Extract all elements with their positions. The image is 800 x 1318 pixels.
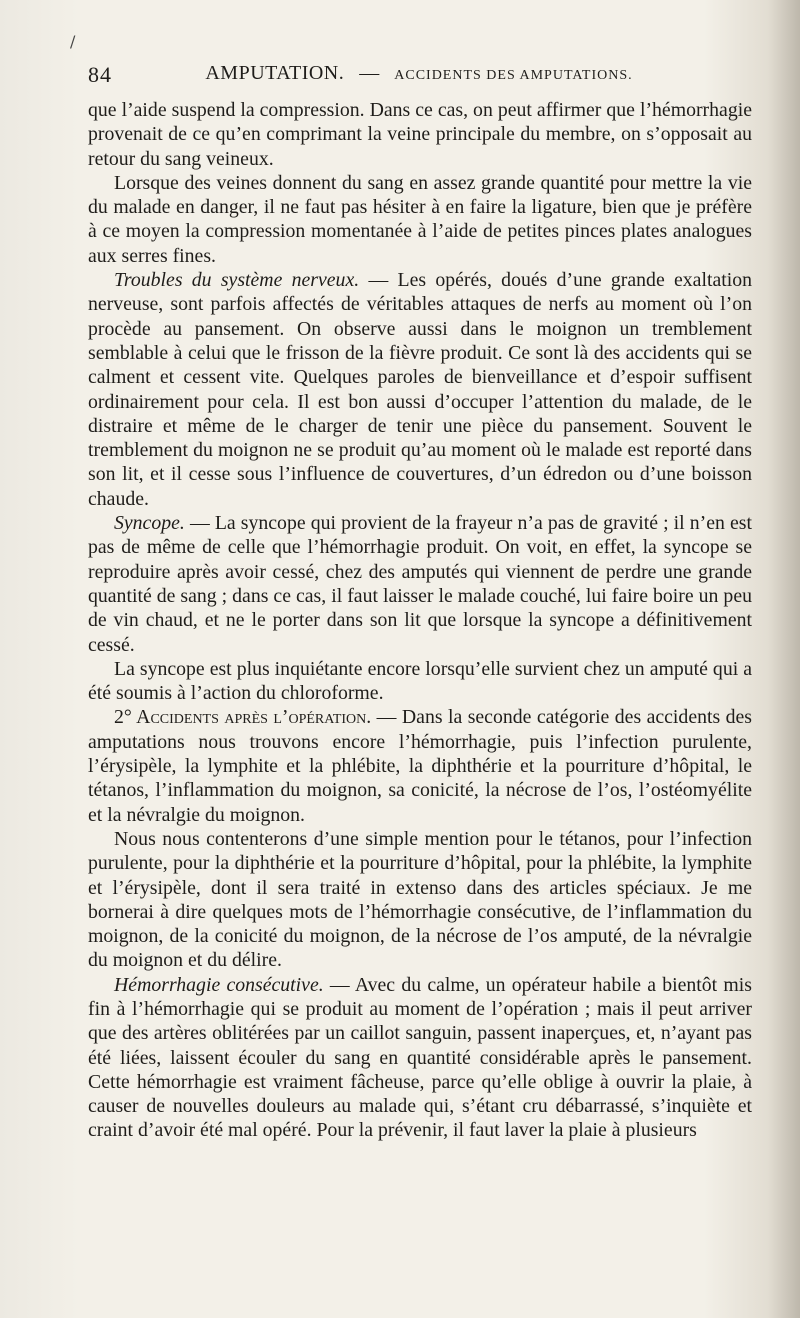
section-heading: Hémorrhagie consécutive.	[114, 973, 324, 996]
running-title	[88, 62, 750, 85]
paragraph: 2° Accidents après l’opération. — Dans la seconde catégorie des accidents des amputations nous trouvons encore l’hémorrhagie, puis l’infection purulente, l’érysipèle, la lymphite et la phlébite, la diphthérie et la pourriture d’hôpital, le tétanos, l’inflammation du moignon, sa conicité, la nécrose de l’os, l’ostéomyélite et la névralgie du moignon.	[88, 706, 752, 826]
running-header	[88, 62, 750, 92]
page-number: 84	[88, 62, 112, 87]
header-separator: —	[359, 62, 380, 84]
paragraph: Hémorrhagie consécutive. — Avec du calme, un opérateur habile a bientôt mis fin à l’hémorrhagie qui se produit au moment de l’opération ; mais il peut arriver que des artères oblitérées par un caillot sanguin, passent inaperçues, et, n’ayant pas été liées, laissent écouler du sang en quantité considérable après le pansement. Cette hémorrhagie est vraiment fâcheuse, parce qu’elle oblige à ouvrir la plaie, à causer de nouvelles douleurs au malade qui, s’étant cru débarrassé, s’inquiète et craint d’avoir été mal opéré. Pour la prévenir, il faut laver la plaie à plusieurs	[88, 973, 752, 1142]
margin-mark: /	[70, 32, 76, 51]
paragraph: que l’aide suspend la compression. Dans ce cas, on peut affirmer que l’hémorrhagie provenait de ce qu’en comprimant la veine principale du membre, on s’opposait au retour du sang veineux.	[88, 99, 752, 170]
section-heading: 2° Accidents après l’opération.	[114, 706, 372, 729]
paragraph: Syncope. — La syncope qui provient de la frayeur n’a pas de gravité ; il n’en est pas de même de celle que l’hémorrhagie produit. On voit, en effet, la syncope se reproduire après avoir cessé, chez des amputés qui viennent de perdre une grande quantité de sang ; dans ce cas, il faut laisser le malade couché, lui faire boire un peu de vin chaud, et ne le porter dans son lit que lorsque la syncope a définitivement cessé.	[88, 512, 752, 656]
paragraph: Lorsque des veines donnent du sang en assez grande quantité pour mettre la vie du malade en danger, il ne faut pas hésiter à en faire la ligature, bien que je préfère à ce moyen la compression momentanée à l’aide de petites pinces plates analogues aux serres fines.	[88, 171, 752, 267]
chapter-title: AMPUTATION.	[205, 62, 345, 84]
paragraph: La syncope est plus inquiétante encore lorsqu’elle survient chez un amputé qui a été soumis à l’action du chloroforme.	[88, 657, 752, 705]
paragraph: Troubles du système nerveux. — Les opérés, doués d’une grande exaltation nerveuse, sont parfois affectés de véritables attaques de nerfs au moment où l’on procède au pansement. On observe aussi dans le moignon un tremblement semblable à celui que le frisson de la fièvre produit. Ce sont là des accidents qui se calment et cessent vite. Quelques paroles de bienveillance et d’espoir suffisent ordinairement pour cela. Il est bon aussi d’occuper l’attention du malade, de le distraire et même de le charger de tenir une pièce du pansement. Souvent le tremblement du moignon ne se produit qu’au moment où le malade est reporté dans son lit, et il cesse sous l’influence de couvertures, d’un édredon ou d’une boisson chaude.	[88, 269, 752, 510]
section-subtitle: ACCIDENTS DES AMPUTATIONS.	[394, 68, 633, 83]
body-text	[88, 98, 752, 1143]
paragraph: Nous nous contenterons d’une simple mention pour le tétanos, pour l’infection purulente, pour la diphthérie et la pourriture d’hôpital, pour la phlébite, la lymphite et l’érysipèle, dont il sera traité in extenso dans des articles spéciaux. Je me bornerai à dire quelques mots de l’hémorrhagie consécutive, de l’inflammation du moignon, de la conicité du moignon, de la nécrose de l’os amputé, de la névralgie du moignon et du délire.	[88, 827, 752, 972]
section-heading: Syncope.	[114, 512, 185, 535]
section-heading: Troubles du système nerveux.	[114, 269, 360, 292]
